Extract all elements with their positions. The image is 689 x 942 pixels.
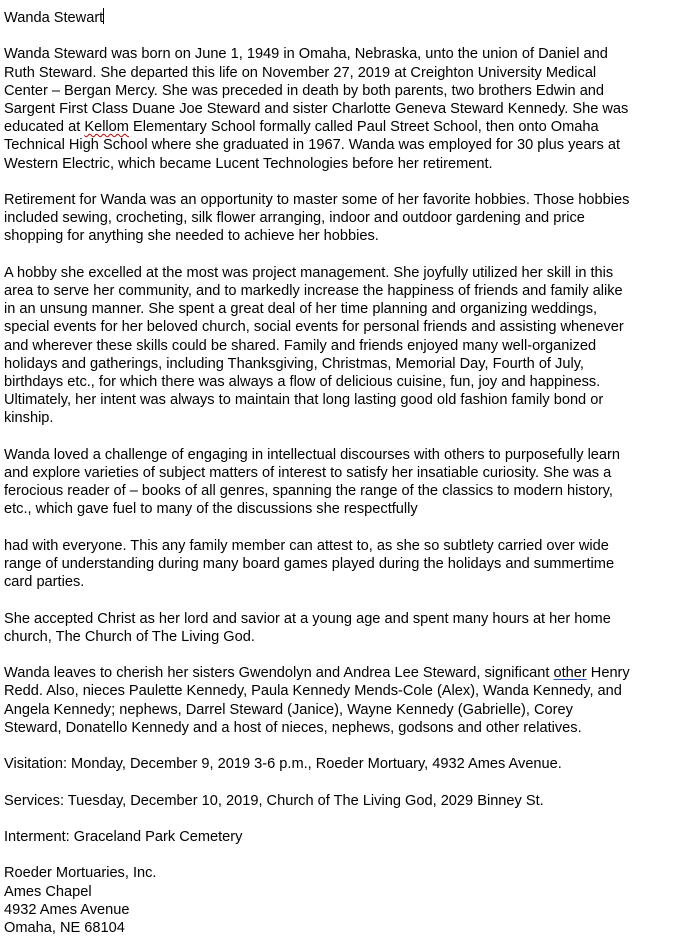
text-line: ferocious reader of – books of all genres, spanning the range of the classics to modern history, <box>4 483 613 500</box>
text-segment: educated at <box>4 119 85 136</box>
text-line: Retirement for Wanda was an opportunity to master some of her favorite hobbies. Those hobbies <box>4 192 630 208</box>
text-segment: Wanda leaves to cherish her sisters Gwendolyn and Andrea Lee Steward, significant <box>4 665 554 682</box>
text-line: Ultimately, her intent was always to maintain that long lasting good old fashion family bond or <box>4 392 604 409</box>
text-line <box>4 664 677 682</box>
text-line: range of understanding during many board games played during the holidays and summertime <box>4 556 615 573</box>
paragraph-retirement <box>4 191 677 246</box>
text-segment: Elementary School formally called Paul Street School, then onto Omaha <box>128 119 599 136</box>
interment-text: Interment: Graceland Park Cemetery <box>4 828 243 845</box>
text-line: holidays and gatherings, including Thanksgiving, Christmas, Memorial Day, Fourth of July, <box>4 355 584 372</box>
text-line: included sewing, crocheting, silk flower arranging, indoor and outdoor gardening and price <box>4 210 585 227</box>
grammar-flag-word[interactable]: other <box>553 665 587 682</box>
services-text: Services: Tuesday, December 10, 2019, Church of The Living God, 2029 Binney St. <box>4 792 544 809</box>
address-line: Omaha, NE 68104 <box>4 919 125 936</box>
interment-line <box>4 828 677 846</box>
text-line: She accepted Christ as her lord and savior at a young age and spent many hours at her home <box>4 610 611 627</box>
text-line: Redd. Also, nieces Paulette Kennedy, Paula Kennedy Mends-Cole (Alex), Wanda Kennedy, and <box>4 683 622 700</box>
document-title-line[interactable] <box>4 8 677 27</box>
paragraph-board-games <box>4 537 677 592</box>
text-line: Ruth Steward. She departed this life on November 27, 2019 at Creighton University Medical <box>4 64 597 81</box>
spelling-error-word[interactable]: Kellom <box>84 119 129 136</box>
paragraph-intellectual <box>4 446 677 519</box>
services-line <box>4 792 677 810</box>
paragraph-survivors <box>4 664 677 737</box>
text-line: A hobby she excelled at the most was project management. She joyfully utilized her skill in this <box>4 264 614 281</box>
text-line: had with everyone. This any family member can attest to, as she so subtlety carried over wide <box>4 537 609 554</box>
text-line: shopping for anything she needed to achieve her hobbies. <box>4 228 379 245</box>
text-line: and wherever these skills could be shared. Family and friends enjoyed many well-organized <box>4 337 597 354</box>
text-line: Wanda Steward was born on June 1, 1949 in Omaha, Nebraska, unto the union of Daniel and <box>4 46 608 63</box>
text-line: special events for her beloved church, social events for personal friends and assisting whenever <box>4 319 624 336</box>
text-line: Wanda loved a challenge of engaging in intellectual discourses with others to purposefully learn <box>4 446 621 463</box>
visitation-text: Visitation: Monday, December 9, 2019 3-6 p.m., Roeder Mortuary, 4932 Ames Avenue. <box>4 756 562 773</box>
document-title: Wanda Stewart <box>4 10 104 26</box>
text-line: birthdays etc., for which there was always a flow of delicious cuisine, fun, joy and happiness. <box>4 374 601 391</box>
text-segment: Henry <box>586 665 630 682</box>
paragraph-project-management <box>4 264 677 428</box>
text-line: area to serve her community, and to markedly increase the happiness of friends and family alike <box>4 283 623 299</box>
paragraph-biography <box>4 45 677 172</box>
address-line: Ames Chapel <box>4 883 92 900</box>
address-line: Roeder Mortuaries, Inc. <box>4 865 157 882</box>
text-line: church, The Church of The Living God. <box>4 628 255 645</box>
text-line: Center – Bergan Mercy. She was preceded in death by both parents, two brothers Edwin and <box>4 82 605 99</box>
text-line: etc., which gave fuel to many of the discussions she respectfully <box>4 501 418 518</box>
paragraph-faith <box>4 610 677 646</box>
text-line: and explore varieties of subject matters of interest to satisfy her insatiable curiosity. She was a <box>4 465 612 482</box>
text-line: Sargent First Class Duane Joe Steward and sister Charlotte Geneva Steward Kennedy. She was <box>4 101 629 117</box>
text-line: Angela Kennedy; nephews, Darrel Steward (Janice), Wayne Kennedy (Gabrielle), Corey <box>4 701 573 718</box>
mortuary-address <box>4 864 677 937</box>
text-line: Steward, Donatello Kennedy and a host of nieces, nephews, godsons and other relatives. <box>4 719 582 736</box>
text-line: in an unsung manner. She spent a great deal of her time planning and organizing weddings, <box>4 301 598 318</box>
text-line: Technical High School where she graduated in 1967. Wanda was employed for 30 plus years at <box>4 137 621 154</box>
text-line <box>4 118 677 136</box>
visitation-line <box>4 755 677 773</box>
text-line: kinship. <box>4 410 54 427</box>
text-line: card parties. <box>4 574 85 591</box>
address-line: 4932 Ames Avenue <box>4 901 130 918</box>
text-cursor <box>103 8 104 24</box>
text-line: Western Electric, which became Lucent Technologies before her retirement. <box>4 155 493 172</box>
